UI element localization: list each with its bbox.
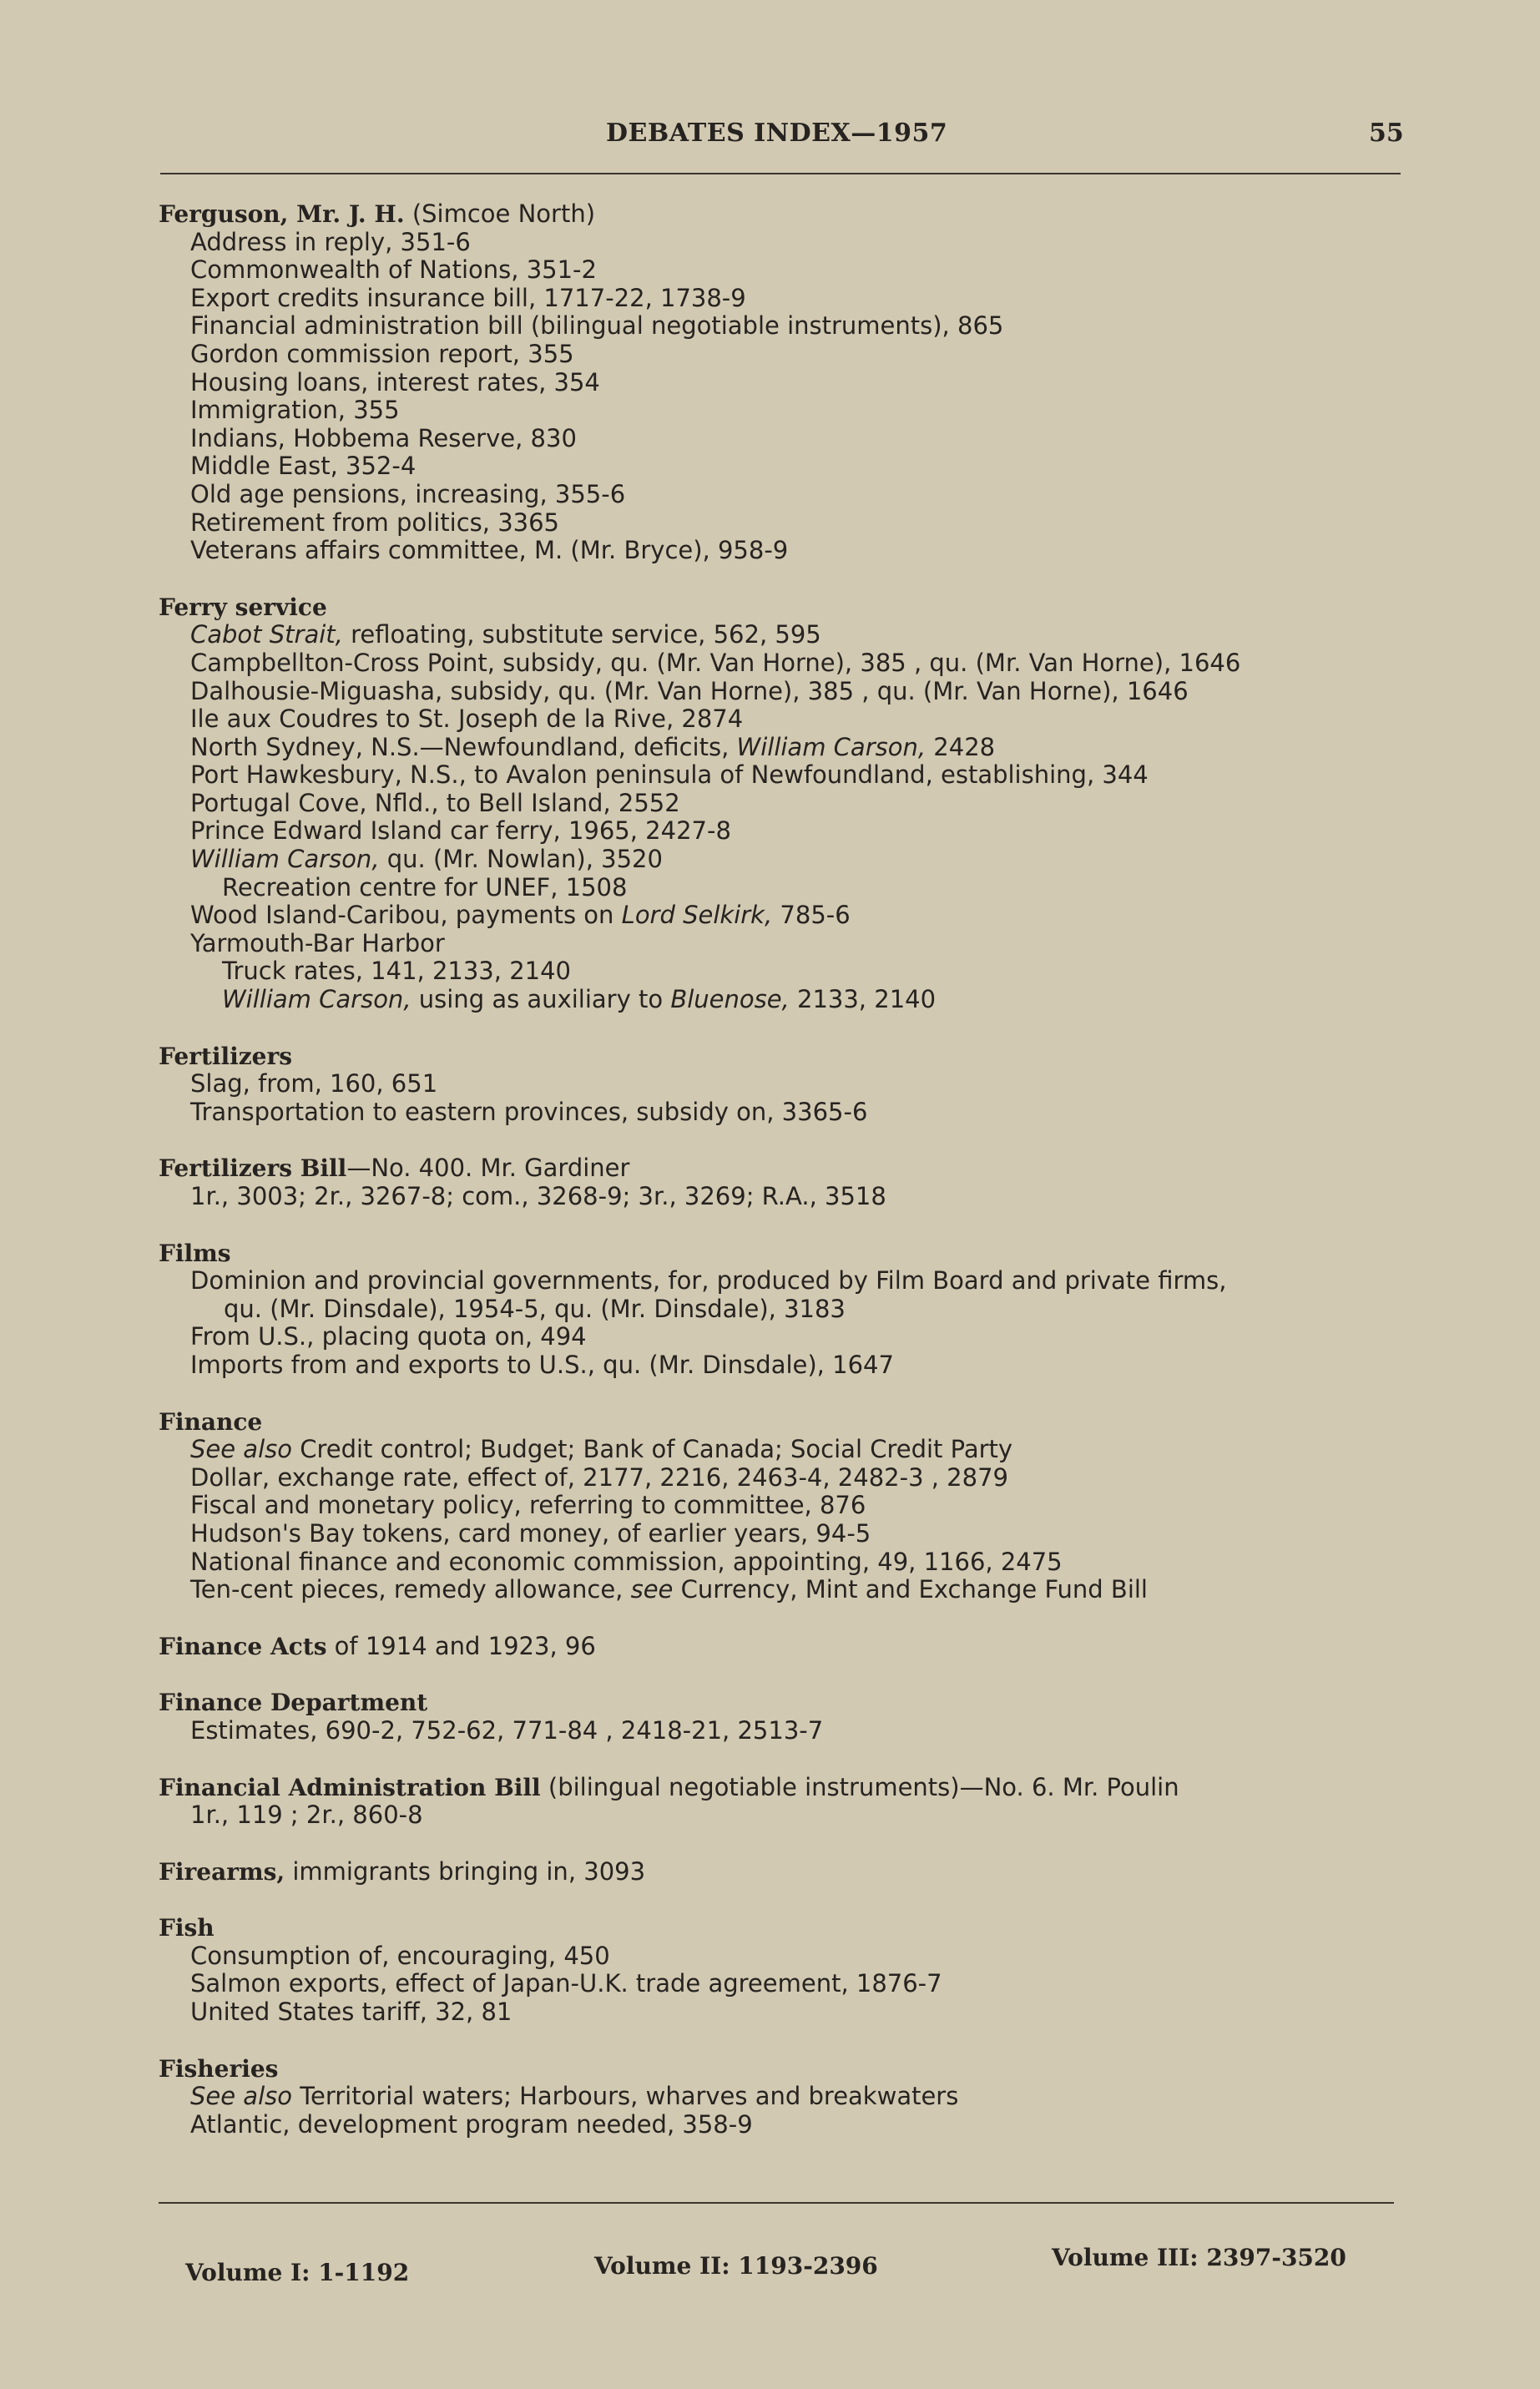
subentry-text: 785-6	[772, 901, 851, 930]
entry-headword: Fish	[159, 1914, 215, 1942]
subentry: Estimates, 690-2, 752-62, 771-84 , 2418-21, 2513-7	[190, 1715, 824, 1745]
page-number: 55	[1369, 119, 1404, 148]
entry-heading	[159, 593, 1411, 622]
entry-heading	[159, 1689, 1411, 1717]
entry-finance	[159, 1408, 1411, 1604]
entry-heading	[159, 1408, 1411, 1437]
ship-name: William Carson,	[736, 732, 927, 761]
subentry: Imports from and exports to U.S., qu. (Mr. Dinsdale), 1647	[190, 1350, 894, 1379]
subentry: Immigration, 355	[190, 396, 400, 425]
entry-financial-administration-bill	[159, 1774, 1411, 1830]
subentry: 1r., 3003; 2r., 3267-8; com., 3268-9; 3r., 3269; R.A., 3518	[190, 1182, 886, 1210]
subentry: Financial administration bill (bilingual negotiable instruments), 865	[190, 311, 1004, 341]
subentry	[159, 846, 1411, 874]
entry-headword: Firearms,	[159, 1857, 285, 1886]
subentry: Veterans affairs committee, M. (Mr. Bryce), 958-9	[190, 536, 789, 565]
subentry: United States tariff, 32, 81	[190, 1998, 512, 2027]
subentry: Address in reply, 351-6	[190, 227, 471, 256]
subentry: Portugal Cove, Nfld., to Bell Island, 2552	[190, 788, 680, 817]
subentry-text: using as auxiliary to	[411, 985, 671, 1014]
see-also-reference	[159, 1436, 1411, 1464]
subentry-text: qu. (Mr. Nowlan), 3520	[379, 845, 663, 874]
entry-qualifier: (bilingual negotiable instruments)—No. 6. Mr. Poulin	[540, 1772, 1179, 1801]
ship-name: William Carson,	[222, 985, 412, 1014]
subentry-text: North Sydney, N.S.—Newfoundland, deficits,	[190, 732, 737, 761]
entry-headword: Fertilizers	[159, 1042, 292, 1070]
see-also-label: See also	[190, 1435, 292, 1464]
subentry	[159, 902, 1411, 930]
subentry: Prince Edward Island car ferry, 1965, 2427-8	[190, 816, 731, 846]
subentry: Yarmouth-Bar Harbor	[190, 928, 445, 957]
subentry: Slag, from, 160, 651	[190, 1069, 438, 1099]
running-head	[0, 119, 1540, 152]
subentry: Atlantic, development program needed, 358-9	[190, 2109, 753, 2139]
entry-heading	[159, 1633, 1411, 1661]
entry-heading	[159, 1914, 1411, 1942]
entry-headword: Finance Department	[159, 1689, 428, 1717]
sub-subentry: Recreation centre for UNEF, 1508	[222, 872, 628, 902]
subentry: Fiscal and monetary policy, referring to committee, 876	[190, 1491, 866, 1520]
see-also-label: See also	[190, 2082, 292, 2111]
subentry: Commonwealth of Nations, 351-2	[190, 255, 597, 285]
subentry	[159, 1576, 1411, 1604]
entry-headword: Fertilizers Bill	[159, 1154, 347, 1183]
entry-ferry-service	[159, 593, 1411, 1014]
ship-name: William Carson,	[190, 845, 380, 874]
subentry: Hudson's Bay tokens, card money, of earlier years, 94-5	[190, 1518, 871, 1548]
subentry: National finance and economic commission, appointing, 49, 1166, 2475	[190, 1547, 1063, 1576]
entry-heading	[159, 1774, 1411, 1802]
entry-headword: Finance Acts	[159, 1632, 327, 1660]
entry-heading	[159, 1043, 1411, 1071]
entry-films	[159, 1240, 1411, 1380]
entry-headword: Films	[159, 1239, 231, 1267]
entry-headword: Finance	[159, 1407, 263, 1436]
subentry-text: Ten-cent pieces, remedy allowance,	[190, 1575, 631, 1604]
see-label: see	[630, 1575, 674, 1604]
subentry: Ile aux Coudres to St. Joseph de la Rive, 2874	[190, 705, 744, 734]
subentry: 1r., 119 ; 2r., 860-8	[190, 1801, 423, 1830]
subentry-text: Territorial waters; Harbours, wharves and breakwaters	[292, 2082, 959, 2111]
subentry: Dollar, exchange rate, effect of, 2177, 2216, 2463-4, 2482-3 , 2879	[190, 1462, 1008, 1492]
entry-heading	[159, 1154, 1411, 1183]
entry-headword: Fisheries	[159, 2054, 279, 2083]
subentry: Dalhousie-Miguasha, subsidy, qu. (Mr. Van Horne), 385 , qu. (Mr. Van Horne), 1646	[190, 676, 1189, 705]
subentry-continuation: qu. (Mr. Dinsdale), 1954-5, qu. (Mr. Dinsdale), 3183	[224, 1294, 846, 1323]
volume-three-range: Volume III: 2397-3520	[1052, 2244, 1346, 2271]
running-title: DEBATES INDEX—1957	[606, 119, 948, 148]
entry-fisheries	[159, 2055, 1411, 2139]
subentry: Campbellton-Cross Point, subsidy, qu. (Mr. Van Horne), 385 , qu. (Mr. Van Horne), 1646	[190, 648, 1241, 677]
subentry-text: 2428	[926, 732, 996, 761]
ship-name: Lord Selkirk,	[621, 901, 773, 930]
entry-fish	[159, 1914, 1411, 2026]
subentry: Middle East, 352-4	[190, 452, 417, 481]
entry-firearms	[159, 1858, 1411, 1886]
sub-subentry: Truck rates, 141, 2133, 2140	[222, 957, 571, 986]
entry-finance-acts	[159, 1633, 1411, 1661]
subentry-text: Credit control; Budget; Bank of Canada; Social Credit Party	[292, 1435, 1013, 1464]
subentry-text: Currency, Mint and Exchange Fund Bill	[673, 1575, 1148, 1604]
subentry: Retirement from politics, 3365	[190, 508, 559, 537]
entry-heading	[159, 200, 1411, 229]
entry-ferguson	[159, 200, 1411, 565]
subentry: Housing loans, interest rates, 354	[190, 367, 600, 396]
entry-qualifier: of 1914 and 1923, 96	[326, 1631, 596, 1660]
subentry: Dominion and provincial governments, for, produced by Film Board and private firms,	[190, 1266, 1227, 1296]
ship-name: Cabot Strait,	[190, 620, 343, 649]
subentry: Consumption of, encouraging, 450	[190, 1941, 610, 1970]
entry-qualifier: (Simcoe North)	[412, 200, 596, 228]
subentry	[159, 621, 1411, 649]
footer-rule	[159, 2202, 1394, 2204]
entry-qualifier: —No. 400. Mr. Gardiner	[346, 1154, 630, 1183]
subentry: Transportation to eastern provinces, subsidy on, 3365-6	[190, 1097, 868, 1126]
entry-heading	[159, 2055, 1411, 2083]
subentry: Indians, Hobbema Reserve, 830	[190, 423, 577, 452]
entry-fertilizers-bill	[159, 1154, 1411, 1210]
entry-headword: Financial Administration Bill	[159, 1773, 541, 1801]
subentry-text: 2133, 2140	[789, 985, 937, 1014]
entry-headword: Ferry service	[159, 593, 327, 621]
entry-heading	[159, 1240, 1411, 1268]
subentry: Gordon commission report, 355	[190, 339, 574, 368]
subentry: Salmon exports, effect of Japan-U.K. trade agreement, 1876-7	[190, 1969, 942, 1998]
subentry-text: refloating, substitute service, 562, 595	[342, 620, 821, 649]
entry-qualifier: immigrants bringing in, 3093	[285, 1856, 646, 1886]
subentry: Port Hawkesbury, N.S., to Avalon peninsula of Newfoundland, establishing, 344	[190, 760, 1149, 790]
subentry: From U.S., placing quota on, 494	[190, 1322, 587, 1351]
subentry-text: Wood Island-Caribou, payments on	[190, 901, 622, 930]
entry-finance-department	[159, 1689, 1411, 1745]
volume-two-range: Volume II: 1193-2396	[594, 2252, 878, 2280]
ship-name: Bluenose,	[670, 985, 790, 1014]
index-entries	[159, 200, 1411, 2139]
header-rule	[160, 173, 1401, 174]
entry-heading	[159, 1858, 1411, 1886]
see-also-reference	[159, 2083, 1411, 2111]
subentry: Export credits insurance bill, 1717-22, 1738-9	[190, 283, 746, 312]
subentry	[159, 734, 1411, 762]
entry-headword: Ferguson, Mr. J. H.	[159, 200, 405, 228]
volume-one-range: Volume I: 1-1192	[185, 2259, 410, 2286]
sub-subentry	[159, 986, 1411, 1014]
entry-fertilizers	[159, 1043, 1411, 1127]
subentry: Old age pensions, increasing, 355-6	[190, 479, 626, 508]
